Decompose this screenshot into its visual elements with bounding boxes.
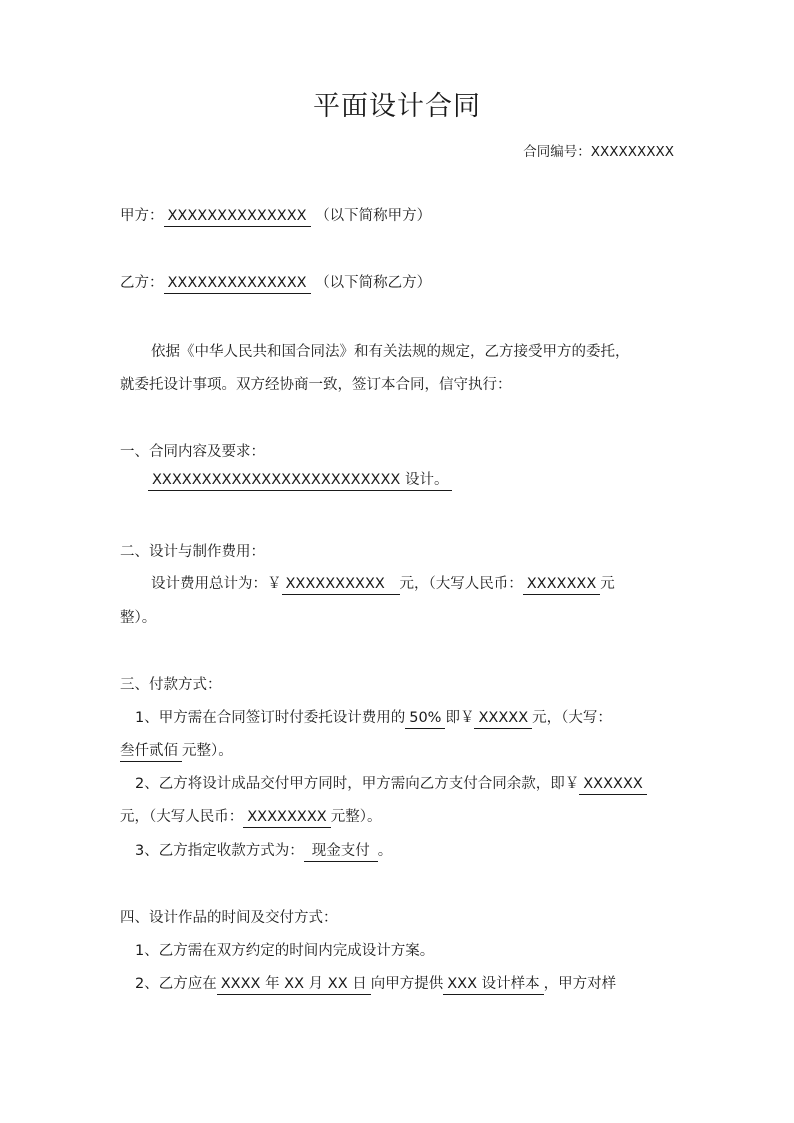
deposit-amount-upper: 叁仟贰佰 (120, 743, 182, 762)
payment-item-1 (135, 706, 612, 729)
party-a-label: 甲方： (120, 208, 164, 224)
preamble-line-1: 依据《中华人民共和国合同法》和有关法规的规定，乙方接受甲方的委托， (151, 344, 630, 360)
section-1-content: XXXXXXXXXXXXXXXXXXXXXXXXX 设计。 (148, 472, 452, 491)
delivery-item-2-end: ，甲方对样 (543, 976, 617, 992)
payment-item-1-upper-label: 元，（大写： (532, 710, 612, 726)
payment-item-3-text: 3、乙方指定收款方式为： (135, 843, 304, 859)
payment-item-3 (135, 839, 392, 862)
section-3-heading: 三、付款方式： (120, 677, 222, 693)
delivery-item-2-provide: 向甲方提供 (370, 976, 444, 992)
contract-number-value: XXXXXXXXX (590, 144, 674, 160)
payment-item-1-cont (120, 739, 233, 762)
payment-item-2-text: 2、乙方将设计成品交付甲方同时，甲方需向乙方支付合同余款，即￥ (135, 776, 580, 792)
party-a-line (120, 204, 431, 227)
party-b-label: 乙方： (120, 275, 164, 291)
section-4-heading: 四、设计作品的时间及交付方式： (120, 910, 338, 926)
fee-line-2: 整）。 (120, 610, 157, 626)
party-b-note: （以下简称乙方） (315, 275, 432, 291)
balance-amount-upper: XXXXXXXX (243, 809, 330, 828)
party-b-line (120, 271, 431, 294)
payment-item-1-text: 1、甲方需在合同签订时付委托设计费用的 (135, 710, 406, 726)
delivery-date: XXXX 年 XX 月 XX 日 (217, 976, 371, 995)
fee-unit: 元，（大写人民币： (399, 576, 523, 592)
contract-number (523, 140, 674, 160)
section-2-heading: 二、设计与制作费用： (120, 544, 265, 560)
party-a-name: XXXXXXXXXXXXXX (164, 208, 311, 227)
fee-end: 元 (600, 576, 615, 592)
payment-item-3-end: 。 (377, 843, 393, 859)
preamble-line-2: 就委托设计事项。双方经协商一致，签订本合同，信守执行： (120, 377, 512, 393)
fee-amount-upper: XXXXXXX (523, 576, 601, 595)
section-1-content-line (148, 472, 452, 491)
payment-item-2 (135, 772, 647, 795)
payment-item-2-end: 元整）。 (330, 809, 382, 825)
party-a-note: （以下简称甲方） (315, 208, 432, 224)
fee-line (151, 572, 615, 595)
deposit-percent: 50% (405, 710, 445, 729)
document-title: 平面设计合同 (313, 91, 481, 122)
payment-method: 现金支付 (304, 843, 378, 862)
party-b-name: XXXXXXXXXXXXXX (164, 275, 311, 294)
fee-amount: XXXXXXXXXX (282, 576, 400, 595)
payment-item-2-upper-label: 元，（大写人民币： (120, 809, 244, 825)
delivery-sample: XXX 设计样本 (443, 976, 543, 995)
payment-item-2-cont (120, 805, 381, 828)
delivery-item-2 (135, 972, 616, 995)
delivery-item-1: 1、乙方需在双方约定的时间内完成设计方案。 (135, 943, 435, 959)
contract-number-label: 合同编号： (523, 144, 591, 160)
payment-item-1-end: 元整）。 (182, 743, 233, 759)
balance-amount: XXXXXX (579, 776, 647, 795)
delivery-item-2-text: 2、乙方应在 (135, 976, 217, 992)
payment-item-1-yen: 即￥ (445, 710, 475, 726)
section-1-heading: 一、合同内容及要求： (120, 444, 265, 460)
fee-label: 设计费用总计为：￥ (151, 576, 282, 592)
deposit-amount: XXXXX (474, 710, 532, 729)
